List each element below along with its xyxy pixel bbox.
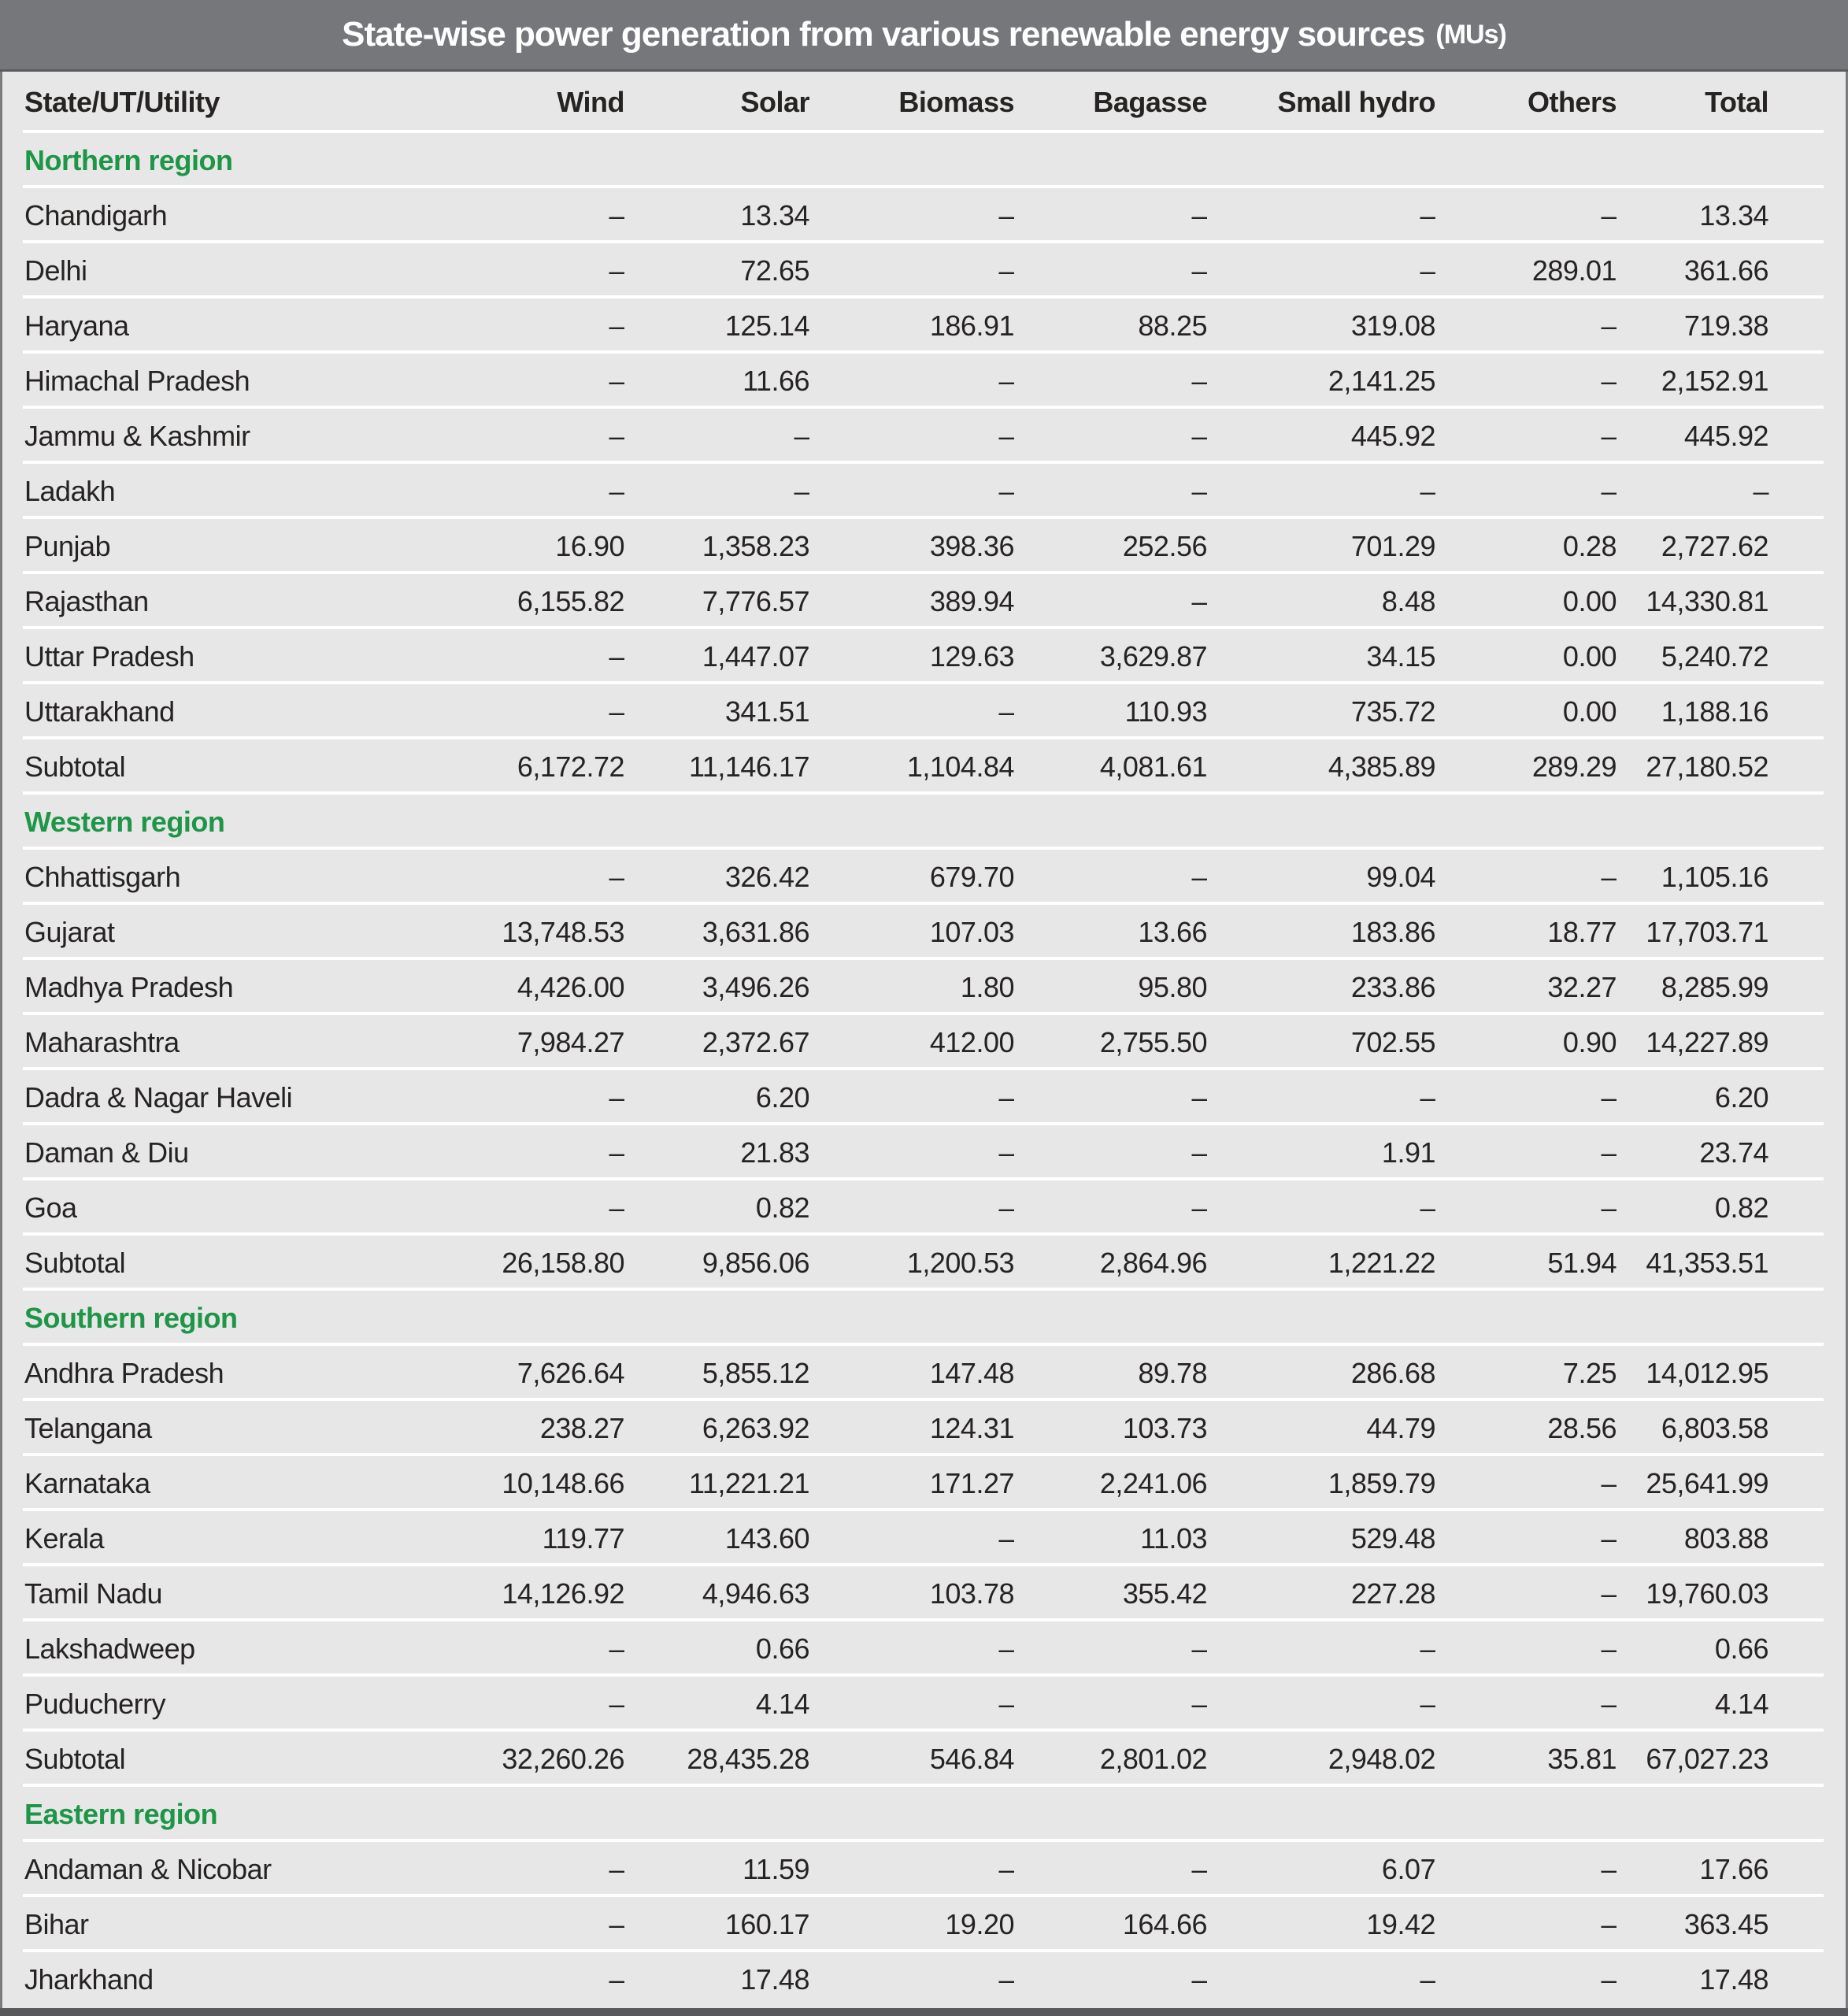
value-cell: 103.73 (1122, 1412, 1207, 1444)
value-cell: 1,221.22 (1328, 1247, 1435, 1279)
value-cell: 1,104.84 (906, 750, 1014, 783)
value-cell: 14,012.95 (1646, 1357, 1768, 1389)
value-cell: 5,855.12 (702, 1357, 809, 1389)
value-cell: 2,141.25 (1328, 365, 1435, 397)
value-cell: – (609, 365, 624, 397)
value-cell: 233.86 (1350, 971, 1435, 1003)
value-cell: 2,864.96 (1099, 1247, 1207, 1279)
value-cell: 2,152.91 (1661, 365, 1768, 397)
page-title: State-wise power generation from various renewable energy sources (342, 15, 1425, 54)
value-cell: 32.27 (1547, 971, 1617, 1003)
table-row (2, 1621, 1846, 1677)
subtotal-row (2, 1732, 1846, 1787)
table-row (2, 684, 1846, 739)
value-cell: – (1601, 1467, 1617, 1499)
table-row (2, 629, 1846, 684)
state-name-cell: Kerala (24, 1522, 105, 1555)
value-cell: – (998, 475, 1014, 507)
value-cell: 0.66 (755, 1632, 809, 1665)
value-cell: 238.27 (539, 1412, 624, 1444)
column-header: Wind (557, 86, 624, 118)
value-cell: – (1191, 1688, 1207, 1720)
value-cell: 0.00 (1562, 695, 1617, 728)
value-cell: 289.29 (1531, 750, 1617, 783)
column-header: Solar (740, 86, 809, 118)
value-cell: 147.48 (929, 1357, 1014, 1389)
value-cell: 9,856.06 (702, 1247, 809, 1279)
value-cell: 11.59 (743, 1853, 809, 1885)
value-cell: – (1420, 199, 1435, 232)
value-cell: – (998, 1632, 1014, 1665)
value-cell: 227.28 (1350, 1577, 1435, 1610)
table-row (2, 464, 1846, 519)
table-body (2, 133, 1846, 2007)
value-cell: 679.70 (929, 861, 1014, 893)
table-row (2, 1401, 1846, 1456)
state-name-cell: Puducherry (24, 1688, 166, 1720)
value-cell: 21.83 (740, 1136, 809, 1169)
value-cell: 1,188.16 (1661, 695, 1768, 728)
state-name-cell: Goa (24, 1191, 77, 1224)
value-cell: 1.80 (960, 971, 1014, 1003)
value-cell: – (998, 695, 1014, 728)
table-row (2, 188, 1846, 243)
value-cell: 171.27 (929, 1467, 1014, 1499)
value-cell: – (609, 640, 624, 673)
subtotal-row (2, 1236, 1846, 1291)
state-name-cell: Gujarat (24, 916, 115, 948)
value-cell: – (1191, 861, 1207, 893)
table-row (2, 1346, 1846, 1401)
table-row (2, 1015, 1846, 1070)
value-cell: 3,629.87 (1099, 640, 1207, 673)
state-name-cell: Subtotal (24, 1743, 126, 1775)
value-cell: 286.68 (1350, 1357, 1435, 1389)
value-cell: 17.48 (1699, 1963, 1768, 1996)
value-cell: – (609, 475, 624, 507)
state-name-cell: Punjab (24, 530, 111, 562)
state-name-cell: Chhattisgarh (24, 861, 181, 893)
value-cell: 6.07 (1381, 1853, 1435, 1885)
value-cell: – (609, 254, 624, 287)
value-cell: 735.72 (1350, 695, 1435, 728)
value-cell: – (794, 420, 809, 452)
value-cell: 3,631.86 (702, 916, 809, 948)
value-cell: – (998, 365, 1014, 397)
value-cell: 14,330.81 (1646, 585, 1768, 617)
table-section (2, 1291, 1846, 1787)
table-row (2, 960, 1846, 1015)
table-row (2, 850, 1846, 905)
value-cell: 13.34 (1699, 199, 1768, 232)
table-row (2, 1456, 1846, 1511)
value-cell: – (1601, 861, 1617, 893)
state-name-cell: Andhra Pradesh (24, 1357, 224, 1389)
state-name-cell: Karnataka (24, 1467, 150, 1499)
state-name-cell: Telangana (24, 1412, 152, 1444)
state-name-cell: Ladakh (24, 475, 116, 507)
value-cell: 35.81 (1547, 1743, 1617, 1775)
value-cell: 361.66 (1683, 254, 1768, 287)
state-name-cell: Madhya Pradesh (24, 971, 234, 1003)
value-cell: – (1601, 1908, 1617, 1940)
value-cell: 164.66 (1122, 1908, 1207, 1940)
value-cell: – (1191, 365, 1207, 397)
value-cell: 0.00 (1562, 585, 1617, 617)
value-cell: – (1191, 1191, 1207, 1224)
value-cell: 719.38 (1683, 309, 1768, 342)
value-cell: 14,227.89 (1646, 1026, 1768, 1058)
state-name-cell: Daman & Diu (24, 1136, 189, 1169)
value-cell: 95.80 (1138, 971, 1207, 1003)
value-cell: 51.94 (1547, 1247, 1617, 1279)
value-cell: 363.45 (1683, 1908, 1768, 1940)
value-cell: 27,180.52 (1646, 750, 1768, 783)
table-title-bar (0, 0, 1848, 72)
value-cell: 67,027.23 (1646, 1743, 1768, 1775)
state-name-cell: Bihar (24, 1908, 89, 1940)
value-cell: 19,760.03 (1646, 1577, 1768, 1610)
value-cell: – (609, 199, 624, 232)
table-section (2, 795, 1846, 1291)
value-cell: – (1601, 1632, 1617, 1665)
value-cell: 6,172.72 (517, 750, 624, 783)
value-cell: – (1420, 254, 1435, 287)
value-cell: – (1420, 1688, 1435, 1720)
value-cell: 6.20 (755, 1081, 809, 1114)
value-cell: 183.86 (1350, 916, 1435, 948)
state-name-cell: Andaman & Nicobar (24, 1853, 272, 1885)
table-header-row (2, 72, 1846, 133)
region-header: Northern region (2, 133, 1846, 188)
value-cell: – (609, 420, 624, 452)
state-name-cell: Uttarakhand (24, 695, 175, 728)
value-cell: 160.17 (724, 1908, 809, 1940)
value-cell: – (998, 1522, 1014, 1555)
value-cell: 7,776.57 (702, 585, 809, 617)
value-cell: – (1191, 420, 1207, 452)
value-cell: 252.56 (1122, 530, 1207, 562)
state-name-cell: Subtotal (24, 1247, 126, 1279)
value-cell: 0.00 (1562, 640, 1617, 673)
value-cell: 125.14 (724, 309, 809, 342)
value-cell: 11.03 (1140, 1522, 1207, 1555)
value-cell: 32,260.26 (502, 1743, 624, 1775)
table-row (2, 298, 1846, 354)
value-cell: 41,353.51 (1646, 1247, 1768, 1279)
value-cell: 3,496.26 (702, 971, 809, 1003)
value-cell: – (1191, 1963, 1207, 1996)
value-cell: 13.66 (1138, 916, 1207, 948)
value-cell: 25,641.99 (1646, 1467, 1768, 1499)
value-cell: 6,263.92 (702, 1412, 809, 1444)
value-cell: – (609, 1853, 624, 1885)
value-cell: – (1191, 585, 1207, 617)
value-cell: 803.88 (1683, 1522, 1768, 1555)
value-cell: 389.94 (929, 585, 1014, 617)
value-cell: 412.00 (929, 1026, 1014, 1058)
value-cell: – (1191, 1136, 1207, 1169)
value-cell: 289.01 (1531, 254, 1617, 287)
state-name-cell: Tamil Nadu (24, 1577, 163, 1610)
state-name-cell: Maharashtra (24, 1026, 180, 1058)
value-cell: – (1191, 1853, 1207, 1885)
value-cell: 186.91 (929, 309, 1014, 342)
value-cell: 1.91 (1381, 1136, 1435, 1169)
state-name-cell: Delhi (24, 254, 87, 287)
state-name-cell: Uttar Pradesh (24, 640, 194, 673)
value-cell: 6.20 (1714, 1081, 1768, 1114)
value-cell: – (794, 475, 809, 507)
value-cell: 11,221.21 (689, 1467, 809, 1499)
value-cell: 0.82 (1714, 1191, 1768, 1224)
value-cell: 28.56 (1547, 1412, 1617, 1444)
state-name-cell: Rajasthan (24, 585, 149, 617)
value-cell: 2,372.67 (702, 1026, 809, 1058)
subtotal-row (2, 739, 1846, 795)
value-cell: – (1601, 1191, 1617, 1224)
column-header: Biomass (898, 86, 1014, 118)
value-cell: 13,748.53 (502, 916, 624, 948)
region-header: Western region (2, 795, 1846, 850)
value-cell: 2,755.50 (1099, 1026, 1207, 1058)
value-cell: 129.63 (929, 640, 1014, 673)
value-cell: – (998, 254, 1014, 287)
value-cell: 44.79 (1366, 1412, 1435, 1444)
value-cell: 0.28 (1562, 530, 1617, 562)
value-cell: 7.25 (1562, 1357, 1617, 1389)
value-cell: – (1601, 1963, 1617, 1996)
table-row (2, 574, 1846, 629)
value-cell: – (1420, 475, 1435, 507)
value-cell: 17,703.71 (1646, 916, 1768, 948)
value-cell: 8,285.99 (1661, 971, 1768, 1003)
value-cell: – (1420, 1632, 1435, 1665)
state-name-cell: Haryana (24, 309, 129, 342)
value-cell: 355.42 (1122, 1577, 1207, 1610)
value-cell: 4,385.89 (1328, 750, 1435, 783)
state-name-cell: Dadra & Nagar Haveli (24, 1081, 293, 1114)
value-cell: – (998, 1963, 1014, 1996)
value-cell: 26,158.80 (502, 1247, 624, 1279)
title-unit-label: (MUs) (1435, 19, 1506, 50)
table-row (2, 519, 1846, 574)
value-cell: 319.08 (1350, 309, 1435, 342)
value-cell: 143.60 (724, 1522, 809, 1555)
value-cell: – (998, 1853, 1014, 1885)
value-cell: 99.04 (1366, 861, 1435, 893)
value-cell: 0.82 (755, 1191, 809, 1224)
value-cell: 14,126.92 (502, 1577, 624, 1610)
value-cell: – (1601, 420, 1617, 452)
value-cell: 5,240.72 (1661, 640, 1768, 673)
value-cell: 702.55 (1350, 1026, 1435, 1058)
table-row (2, 1952, 1846, 2007)
table-row (2, 905, 1846, 960)
value-cell: 1,447.07 (702, 640, 809, 673)
table-row (2, 1842, 1846, 1897)
value-cell: – (609, 1963, 624, 1996)
value-cell: – (1420, 1963, 1435, 1996)
value-cell: – (998, 1136, 1014, 1169)
value-cell: – (1601, 1853, 1617, 1885)
value-cell: – (1601, 475, 1617, 507)
value-cell: – (1601, 365, 1617, 397)
value-cell: – (998, 1081, 1014, 1114)
table-row (2, 354, 1846, 409)
table-row (2, 1566, 1846, 1621)
column-header: Total (1705, 86, 1768, 118)
value-cell: – (609, 861, 624, 893)
region-header: Eastern region (2, 1787, 1846, 1842)
table-row (2, 1125, 1846, 1180)
value-cell: 1,358.23 (702, 530, 809, 562)
value-cell: 7,984.27 (517, 1026, 624, 1058)
state-name-cell: Jharkhand (24, 1963, 154, 1996)
value-cell: 17.48 (740, 1963, 809, 1996)
value-cell: 2,241.06 (1099, 1467, 1207, 1499)
table-row (2, 409, 1846, 464)
value-cell: 6,155.82 (517, 585, 624, 617)
value-cell: 4,081.61 (1099, 750, 1207, 783)
state-name-cell: Subtotal (24, 750, 126, 783)
value-cell: – (609, 1632, 624, 1665)
value-cell: – (1191, 1632, 1207, 1665)
value-cell: – (1601, 1136, 1617, 1169)
value-cell: 4,946.63 (702, 1577, 809, 1610)
value-cell: 16.90 (555, 530, 624, 562)
value-cell: 110.93 (1124, 695, 1207, 728)
value-cell: 124.31 (929, 1412, 1014, 1444)
state-name-cell: Chandigarh (24, 199, 168, 232)
value-cell: 7,626.64 (517, 1357, 624, 1389)
table-row (2, 1677, 1846, 1732)
value-cell: – (1601, 1577, 1617, 1610)
value-cell: 2,801.02 (1099, 1743, 1207, 1775)
value-cell: – (1753, 475, 1768, 507)
value-cell: 17.66 (1699, 1853, 1768, 1885)
value-cell: – (1420, 1191, 1435, 1224)
value-cell: – (609, 1081, 624, 1114)
value-cell: – (1191, 1081, 1207, 1114)
value-cell: – (1601, 199, 1617, 232)
value-cell: 103.78 (929, 1577, 1014, 1610)
value-cell: 1,105.16 (1661, 861, 1768, 893)
value-cell: 34.15 (1366, 640, 1435, 673)
value-cell: 10,148.66 (502, 1467, 624, 1499)
value-cell: 1,859.79 (1328, 1467, 1435, 1499)
value-cell: 0.90 (1562, 1026, 1617, 1058)
state-name-cell: Jammu & Kashmir (24, 420, 250, 452)
state-name-cell: Lakshadweep (24, 1632, 195, 1665)
value-cell: – (1191, 254, 1207, 287)
value-cell: – (998, 199, 1014, 232)
table-section (2, 1787, 1846, 2007)
state-name-cell: Himachal Pradesh (24, 365, 250, 397)
value-cell: 1,200.53 (906, 1247, 1014, 1279)
column-header: State/UT/Utility (24, 86, 220, 118)
data-table (0, 72, 1848, 2008)
value-cell: 8.48 (1381, 585, 1435, 617)
value-cell: – (1420, 1081, 1435, 1114)
value-cell: 11.66 (743, 365, 809, 397)
value-cell: 0.66 (1714, 1632, 1768, 1665)
value-cell: 4,426.00 (517, 971, 624, 1003)
column-header: Others (1527, 86, 1617, 118)
value-cell: 2,727.62 (1661, 530, 1768, 562)
value-cell: – (998, 420, 1014, 452)
value-cell: – (1601, 1688, 1617, 1720)
column-header: Bagasse (1093, 86, 1207, 118)
value-cell: – (1601, 309, 1617, 342)
value-cell: 445.92 (1350, 420, 1435, 452)
value-cell: 701.29 (1350, 530, 1435, 562)
value-cell: 529.48 (1350, 1522, 1435, 1555)
table-row (2, 1511, 1846, 1566)
table-row (2, 1180, 1846, 1236)
table-section (2, 133, 1846, 795)
value-cell: – (1601, 1522, 1617, 1555)
value-cell: 445.92 (1683, 420, 1768, 452)
table-row (2, 1897, 1846, 1952)
value-cell: – (609, 309, 624, 342)
value-cell: 341.51 (724, 695, 809, 728)
value-cell: 4.14 (755, 1688, 809, 1720)
value-cell: 326.42 (724, 861, 809, 893)
value-cell: 6,803.58 (1661, 1412, 1768, 1444)
value-cell: 23.74 (1699, 1136, 1768, 1169)
value-cell: – (609, 695, 624, 728)
value-cell: 13.34 (740, 199, 809, 232)
value-cell: 28,435.28 (687, 1743, 809, 1775)
value-cell: – (1601, 1081, 1617, 1114)
value-cell: – (1191, 199, 1207, 232)
table-row (2, 243, 1846, 298)
value-cell: 4.14 (1714, 1688, 1768, 1720)
value-cell: – (609, 1136, 624, 1169)
table-row (2, 1070, 1846, 1125)
value-cell: 89.78 (1138, 1357, 1207, 1389)
value-cell: 88.25 (1138, 309, 1207, 342)
value-cell: 398.36 (929, 530, 1014, 562)
value-cell: 19.42 (1366, 1908, 1435, 1940)
table-bottom-border (0, 2008, 1848, 2016)
value-cell: 11,146.17 (689, 750, 809, 783)
value-cell: 546.84 (929, 1743, 1014, 1775)
region-header: Southern region (2, 1291, 1846, 1346)
value-cell: 19.20 (945, 1908, 1014, 1940)
value-cell: 119.77 (542, 1522, 624, 1555)
value-cell: – (609, 1688, 624, 1720)
value-cell: – (1191, 475, 1207, 507)
value-cell: – (609, 1908, 624, 1940)
value-cell: – (998, 1191, 1014, 1224)
column-header: Small hydro (1277, 86, 1435, 118)
value-cell: 18.77 (1547, 916, 1617, 948)
value-cell: 107.03 (929, 916, 1014, 948)
value-cell: 72.65 (740, 254, 809, 287)
value-cell: 2,948.02 (1328, 1743, 1435, 1775)
value-cell: – (998, 1688, 1014, 1720)
value-cell: – (609, 1191, 624, 1224)
